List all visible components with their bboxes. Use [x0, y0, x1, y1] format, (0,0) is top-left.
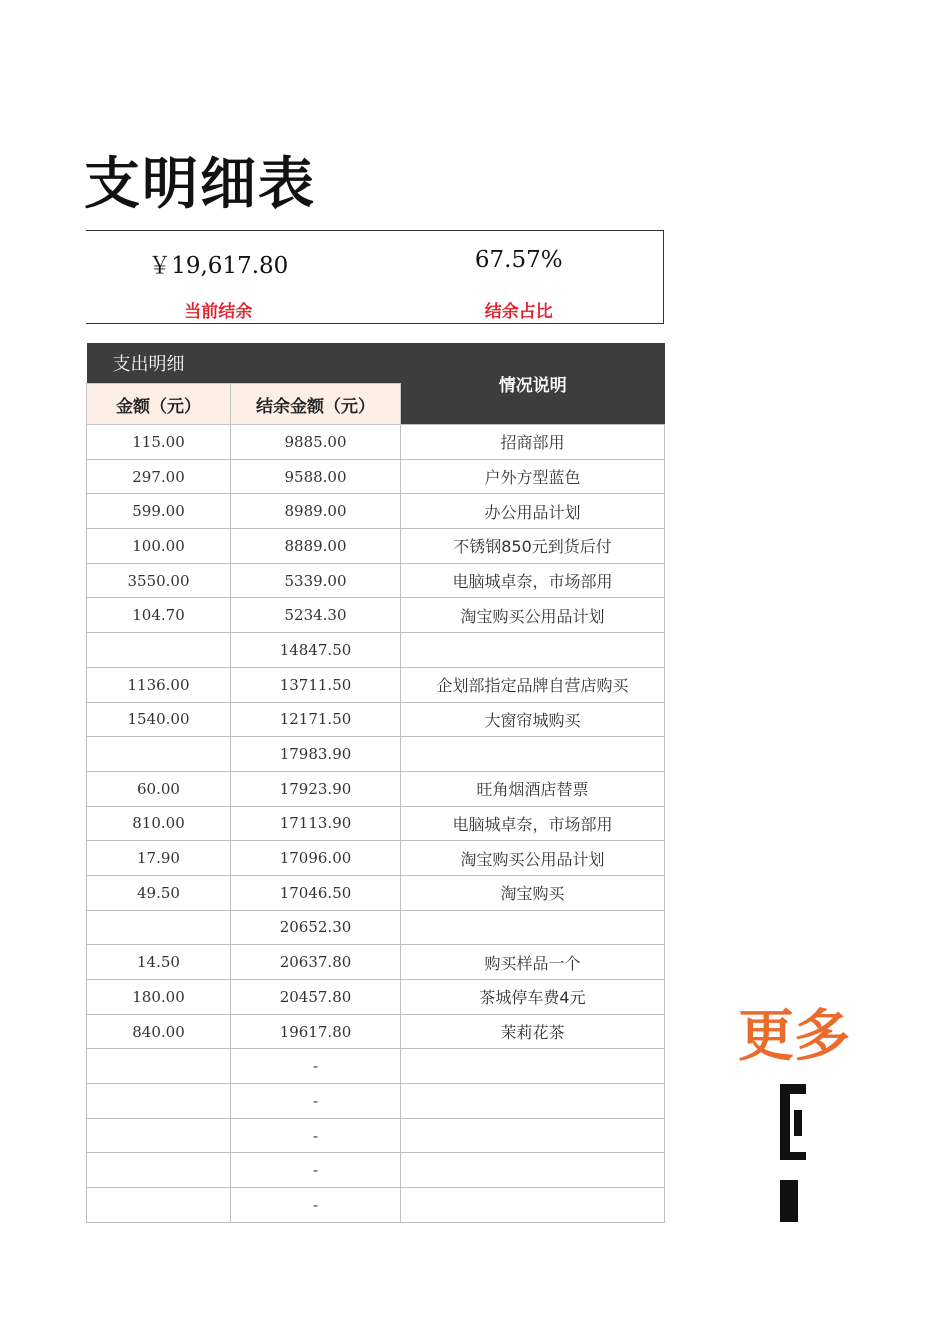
table-row — [87, 1118, 665, 1153]
note-cell: 企划部指定品牌自营店购买 — [401, 667, 665, 702]
balance-cell: 20652.30 — [231, 910, 401, 945]
balance-cell: - — [231, 1188, 401, 1223]
note-cell: 淘宝购买公用品计划 — [401, 841, 665, 876]
note-cell — [401, 1118, 665, 1153]
page-title: 支明细表 — [84, 152, 316, 217]
table-row — [87, 529, 665, 564]
balance-cell: 9588.00 — [231, 459, 401, 494]
note-cell: 淘宝购买公用品计划 — [401, 598, 665, 633]
table-row — [87, 737, 665, 772]
balance-cell: 20457.80 — [231, 980, 401, 1015]
qr-fragment-inner — [794, 1110, 802, 1136]
table-row — [87, 1049, 665, 1084]
balance-cell: 20637.80 — [231, 945, 401, 980]
note-cell — [401, 737, 665, 772]
balance-cell: 17983.90 — [231, 737, 401, 772]
amount-cell — [87, 633, 231, 668]
balance-cell: 17113.90 — [231, 806, 401, 841]
table-row — [87, 945, 665, 980]
summary-panel — [86, 230, 664, 324]
balance-cell: 14847.50 — [231, 633, 401, 668]
balance-cell: 17046.50 — [231, 875, 401, 910]
note-cell: 不锈钢850元到货后付 — [401, 529, 665, 564]
note-cell: 旺角烟酒店替票 — [401, 771, 665, 806]
balance-cell: 5234.30 — [231, 598, 401, 633]
note-cell: 招商部用 — [401, 425, 665, 460]
balance-cell: - — [231, 1049, 401, 1084]
note-cell — [401, 910, 665, 945]
table-row — [87, 494, 665, 529]
balance-label: 当前结余 — [184, 302, 253, 322]
table-row — [87, 980, 665, 1015]
balance-cell: 19617.80 — [231, 1014, 401, 1049]
note-cell: 淘宝购买 — [401, 875, 665, 910]
balance-cell: 5339.00 — [231, 563, 401, 598]
table-row — [87, 1014, 665, 1049]
table-row — [87, 667, 665, 702]
qr-fragment-bottom — [780, 1152, 806, 1160]
table-row — [87, 702, 665, 737]
balance-cell: 17096.00 — [231, 841, 401, 876]
balance-cell: 8889.00 — [231, 529, 401, 564]
amount-cell — [87, 737, 231, 772]
balance-cell: 17923.90 — [231, 771, 401, 806]
table-row — [87, 1084, 665, 1119]
table-row — [87, 1188, 665, 1223]
amount-cell: 3550.00 — [87, 563, 231, 598]
table-row — [87, 875, 665, 910]
balance-cell: 13711.50 — [231, 667, 401, 702]
note-cell — [401, 1153, 665, 1188]
amount-cell: 297.00 — [87, 459, 231, 494]
note-cell: 茉莉花茶 — [401, 1014, 665, 1049]
note-cell: 大窗帘城购买 — [401, 702, 665, 737]
qr-fragment-side — [780, 1084, 790, 1160]
note-cell — [401, 633, 665, 668]
ratio-label: 结余占比 — [484, 302, 553, 322]
group-header: 支出明细 — [87, 343, 401, 384]
note-cell: 户外方型蓝色 — [401, 459, 665, 494]
note-cell: 电脑城卓奈，市场部用 — [401, 806, 665, 841]
amount-cell: 60.00 — [87, 771, 231, 806]
table-row — [87, 425, 665, 460]
table-row — [87, 633, 665, 668]
amount-cell: 14.50 — [87, 945, 231, 980]
balance-cell: - — [231, 1118, 401, 1153]
balance-cell: 9885.00 — [231, 425, 401, 460]
ratio-summary — [375, 231, 664, 323]
note-cell — [401, 1049, 665, 1084]
balance-summary — [86, 231, 375, 323]
amount-cell: 599.00 — [87, 494, 231, 529]
promo-banner — [736, 992, 850, 1222]
note-cell: 电脑城卓奈，市场部用 — [401, 563, 665, 598]
balance-cell: - — [231, 1153, 401, 1188]
table-row — [87, 771, 665, 806]
note-cell: 购买样品一个 — [401, 945, 665, 980]
table-row — [87, 598, 665, 633]
amount-cell — [87, 1118, 231, 1153]
balance-cell: - — [231, 1084, 401, 1119]
note-cell — [401, 1188, 665, 1223]
amount-cell: 49.50 — [87, 875, 231, 910]
note-cell — [401, 1084, 665, 1119]
amount-cell: 840.00 — [87, 1014, 231, 1049]
amount-cell: 100.00 — [87, 529, 231, 564]
ratio-value: 67.57% — [474, 247, 563, 273]
note-cell: 茶城停车费4元 — [401, 980, 665, 1015]
amount-cell: 810.00 — [87, 806, 231, 841]
balance-cell: 8989.00 — [231, 494, 401, 529]
amount-header: 金额（元） — [87, 384, 231, 425]
qr-fragment-base — [780, 1180, 798, 1222]
note-cell: 办公用品计划 — [401, 494, 665, 529]
expense-table — [86, 343, 665, 1223]
amount-cell — [87, 1084, 231, 1119]
table-body — [87, 425, 665, 1223]
table-row — [87, 841, 665, 876]
table-row — [87, 910, 665, 945]
amount-cell: 180.00 — [87, 980, 231, 1015]
amount-cell: 17.90 — [87, 841, 231, 876]
promo-text: 更多 — [738, 1004, 850, 1069]
balance-cell: 12171.50 — [231, 702, 401, 737]
amount-cell: 1540.00 — [87, 702, 231, 737]
amount-cell: 115.00 — [87, 425, 231, 460]
balance-value: ￥19,617.80 — [148, 253, 289, 279]
amount-cell — [87, 1153, 231, 1188]
amount-cell — [87, 1049, 231, 1084]
balance-header: 结余金额（元） — [231, 384, 401, 425]
amount-cell — [87, 910, 231, 945]
amount-cell: 104.70 — [87, 598, 231, 633]
table-row — [87, 563, 665, 598]
table-row — [87, 1153, 665, 1188]
table-row — [87, 459, 665, 494]
amount-cell: 1136.00 — [87, 667, 231, 702]
note-header: 情况说明 — [401, 343, 665, 425]
table-row — [87, 806, 665, 841]
amount-cell — [87, 1188, 231, 1223]
